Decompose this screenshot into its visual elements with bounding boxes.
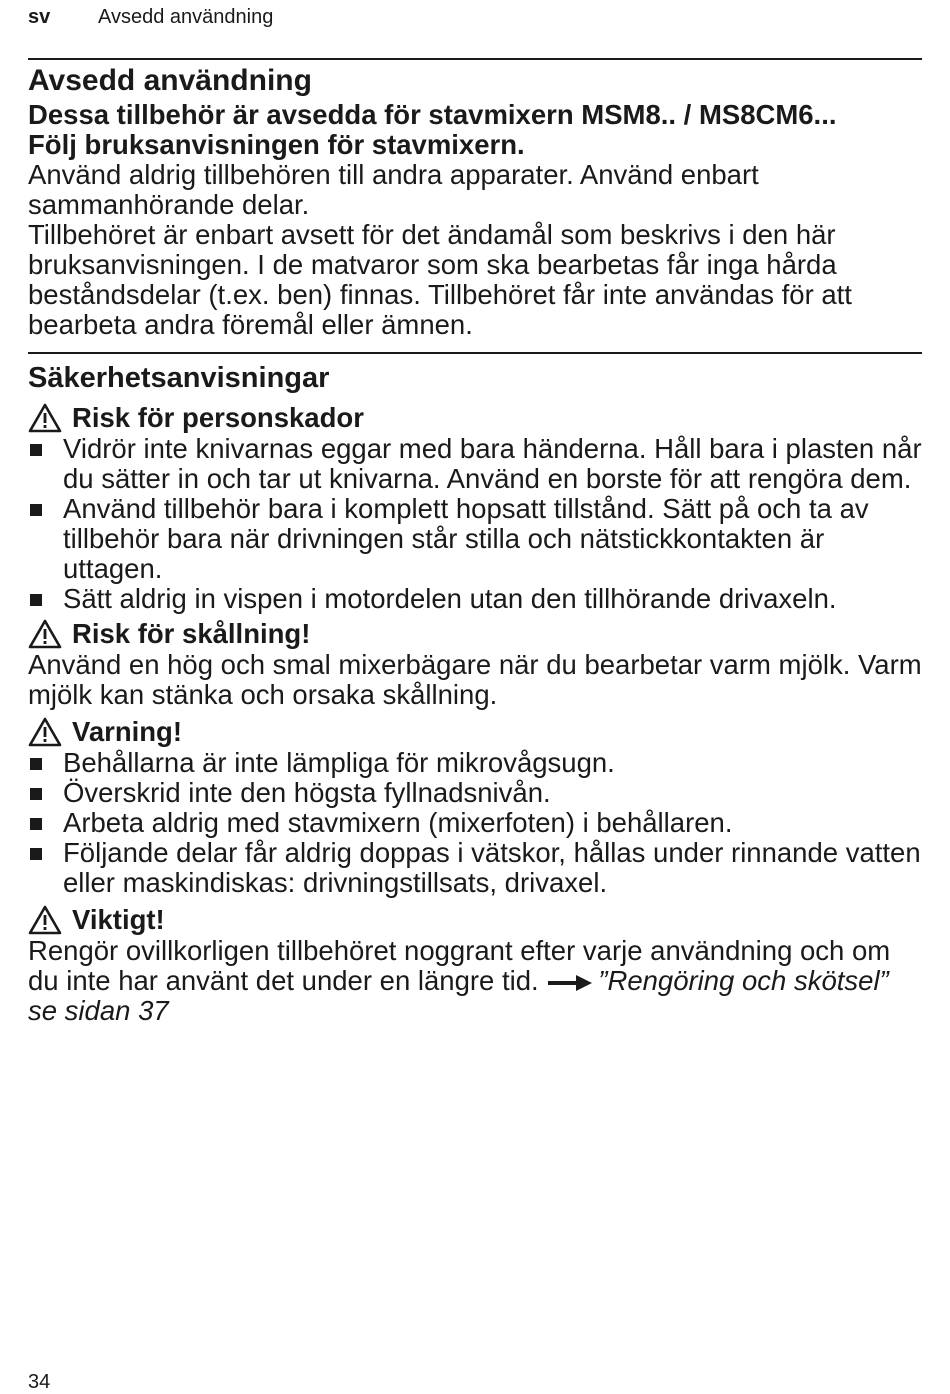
arrow-right-icon — [548, 975, 592, 991]
bullet-square-icon — [30, 818, 42, 830]
bullet-square-icon — [30, 848, 42, 860]
list-item: Följande delar får aldrig doppas i vätskor, hållas under rinnande vatten eller maskindiskas: drivningstillsats, drivaxel. — [28, 838, 922, 898]
list-item: Arbeta aldrig med stavmixern (mixerfoten) i behållaren. — [28, 808, 922, 838]
warning-triangle-icon — [28, 905, 62, 935]
language-code: sv — [28, 6, 51, 28]
warning-injury-title — [28, 402, 922, 434]
bullet-square-icon — [30, 594, 42, 606]
list-item: Vidrör inte knivarnas eggar med bara händerna. Håll bara i plasten når du sätter in och tar ut knivarna. Använd en borste för att rengöra dem. — [28, 434, 922, 494]
warning-scald-label: Risk för skållning! — [72, 618, 311, 649]
cross-reference-link[interactable]: ”Rengöring och skötsel” se sidan 37 — [28, 965, 889, 1026]
bullet-square-icon — [30, 788, 42, 800]
section-divider — [28, 352, 922, 354]
page-number: 34 — [28, 1371, 51, 1393]
warning-scald-title — [28, 618, 922, 650]
bullet-square-icon — [30, 444, 42, 456]
warning-important-label: Viktigt! — [72, 904, 165, 935]
intro-paragraph-1: Använd aldrig tillbehören till andra apparater. Använd enbart sammanhörande delar. — [28, 159, 759, 220]
warning-triangle-icon — [28, 717, 62, 747]
warning-caution-label: Varning! — [72, 716, 183, 747]
section-heading-safety: Säkerhetsanvisningar — [28, 362, 330, 394]
section-heading-intended-use: Avsedd användning — [28, 64, 312, 97]
header-title: Avsedd användning — [98, 6, 274, 28]
header-divider — [28, 58, 922, 60]
warning-important-title — [28, 904, 922, 936]
warning-scald-text: Använd en hög och smal mixerbägare när du bearbetar varm mjölk. Varm mjölk kan stänka och orsaka skållning. — [28, 649, 922, 710]
bullet-square-icon — [30, 504, 42, 516]
intro-paragraph-2: Tillbehöret är enbart avsett för det ändamål som beskrivs i den här bruksanvisningen. I de matvaror som ska bearbetas får inga hårda beståndsdelar (t.ex. ben) finnas. Tillbehöret får inte användas för att bearbeta andra föremål eller ämnen. — [28, 219, 852, 340]
main-content — [28, 62, 922, 1026]
warning-caution-title — [28, 716, 922, 748]
warning-triangle-icon — [28, 619, 62, 649]
list-item: Överskrid inte den högsta fyllnadsnivån. — [28, 778, 922, 808]
list-item: Använd tillbehör bara i komplett hopsatt tillstånd. Sätt på och ta av tillbehör bara när drivningen står stilla och nätstickkontakten är uttagen. — [28, 494, 922, 584]
warning-caution-list — [28, 748, 922, 898]
warning-important-text: Rengör ovillkorligen tillbehöret noggrant efter varje användning och om du inte har använt det under en längre tid. ”Rengöring och skötsel” se sidan 37 — [28, 935, 891, 1026]
warning-injury-label: Risk för personskador — [72, 402, 364, 433]
list-item: Behållarna är inte lämpliga för mikrovågsugn. — [28, 748, 922, 778]
bullet-square-icon — [30, 758, 42, 770]
list-item: Sätt aldrig in vispen i motordelen utan den tillhörande drivaxeln. — [28, 584, 922, 614]
intro-bold-line-1: Dessa tillbehör är avsedda för stavmixern MSM8.. / MS8CM6... — [28, 99, 837, 130]
warning-triangle-icon — [28, 403, 62, 433]
page-header — [28, 6, 273, 29]
intro-bold-line-2: Följ bruksanvisningen för stavmixern. — [28, 129, 525, 160]
warning-injury-list — [28, 434, 922, 614]
